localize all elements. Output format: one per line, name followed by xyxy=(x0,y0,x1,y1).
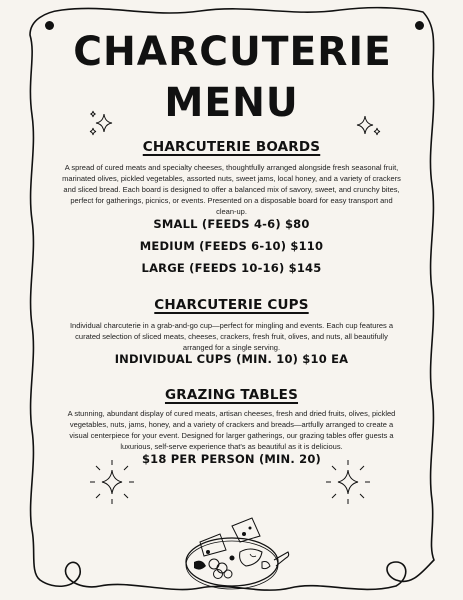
boards-price-medium: MEDIUM (FEEDS 6-10) $110 xyxy=(139,239,324,253)
cups-description: Individual charcuterie in a grab-and-go cup—perfect for mingling and events. Each cup features a curated selection of sliced meats, cheeses, crackers, fresh fruit, olives, and nuts, all beautifully arranged for a single serving. xyxy=(69,321,394,352)
corner-dot-right xyxy=(415,21,424,30)
boards-price-small: SMALL (FEEDS 4-6) $80 xyxy=(153,217,310,231)
grazing-price: $18 PER PERSON (MIN. 20) xyxy=(141,452,321,466)
charcuterie-board-icon xyxy=(180,512,290,592)
boards-heading: CHARCUTERIE BOARDS xyxy=(142,139,321,155)
cups-price: INDIVIDUAL CUPS (MIN. 10) $10 EA xyxy=(114,352,349,366)
corner-dot-left xyxy=(45,21,54,30)
grazing-heading: GRAZING TABLES xyxy=(164,387,299,403)
menu-title-line2: MENU xyxy=(164,80,299,126)
grazing-description: A stunning, abundant display of cured meats, artisan cheeses, fresh and dried fruits, olives, pickled vegetables, nuts, jams, honey, and a variety of crackers and breads—artfully arranged to create a visual centerpiece for your event. Designed for larger gatherings, our grazing tables offer guests a luxurious, self-serve experience that's as beautiful as it is delicious. xyxy=(67,409,396,451)
boards-price-large: LARGE (FEEDS 10-16) $145 xyxy=(141,261,322,275)
boards-description: A spread of cured meats and specialty cheeses, thoughtfully arranged alongside fresh seasonal fruit, marinated olives, pickled vegetables, assorted nuts, sweet jams, local honey, and a variety of crackers and sliced bread. Each board is designed to offer a balanced mix of savory, sweet, and crunchy bites, perfect for gatherings, picnics, or events. Presented on a disposable board for easy transport and clean-up. xyxy=(62,163,401,216)
cups-heading: CHARCUTERIE CUPS xyxy=(154,297,309,313)
menu-title-line1: CHARCUTERIE xyxy=(73,29,392,75)
